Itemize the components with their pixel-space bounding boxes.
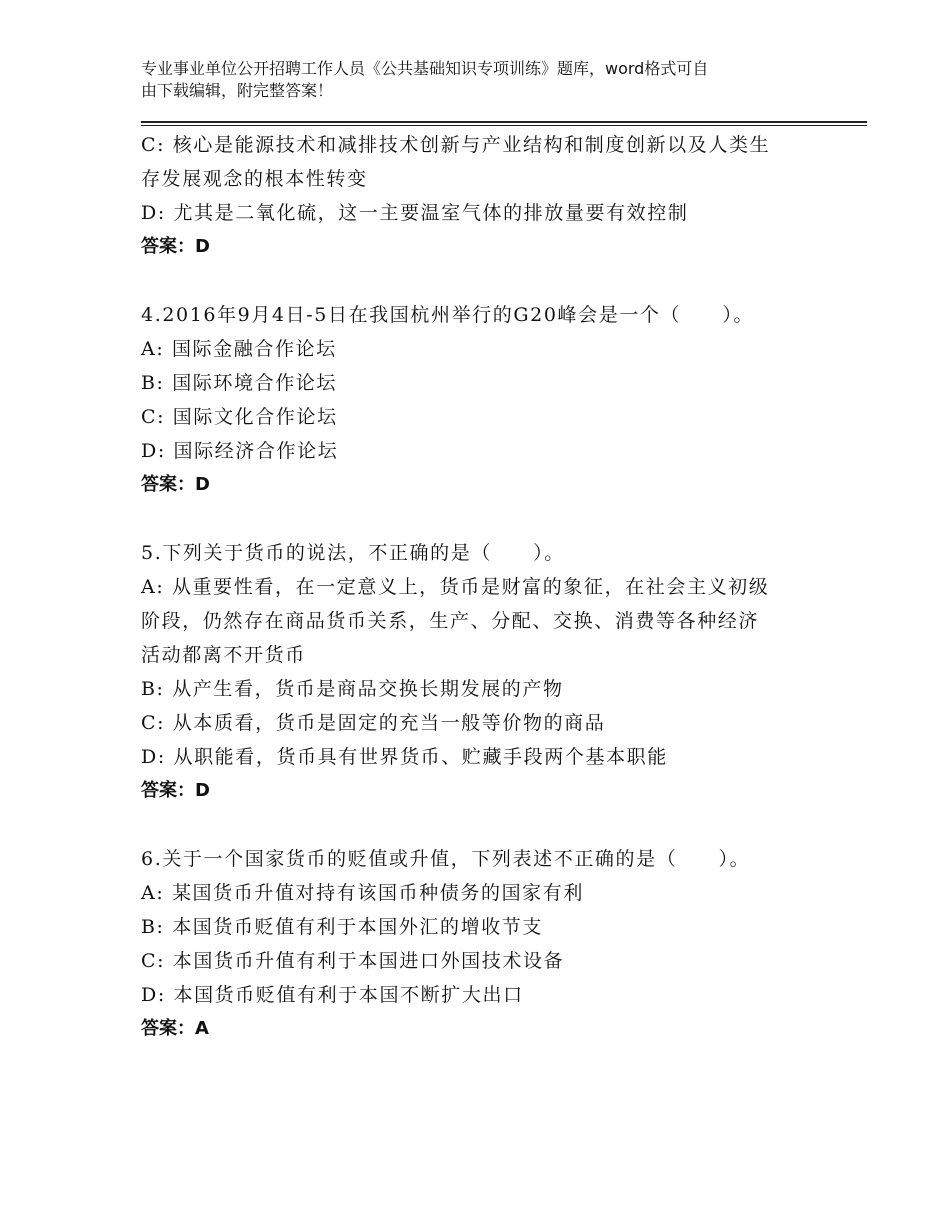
question-stem: 6.关于一个国家货币的贬值或升值，下列表述不正确的是（ ）。 [141,848,751,870]
page-header [141,58,821,102]
header-line-1: 专业事业单位公开招聘工作人员《公共基础知识专项训练》题库，word格式可自 [141,59,709,78]
question-4 [141,298,821,502]
answer: 答案：D [141,474,210,495]
option-b: B: 从产生看，货币是商品交换长期发展的产物 [141,678,564,700]
option-d: D: 尤其是二氧化硫，这一主要温室气体的排放量要有效控制 [141,202,689,224]
answer: 答案：A [141,1018,209,1039]
question-6 [141,842,821,1046]
spacer [141,808,821,842]
option-d: D: 本国货币贬值有利于本国不断扩大出口 [141,984,524,1006]
option-d: D: 国际经济合作论坛 [141,440,339,462]
option-a-line-3: 活动都离不开货币 [141,644,306,666]
spacer [141,502,821,536]
option-a-line-2: 阶段，仍然存在商品货币关系，生产、分配、交换、消费等各种经济 [141,610,760,632]
answer: 答案：D [141,780,210,801]
question-stem: 4.2016年9月4日-5日在我国杭州举行的G20峰会是一个（ ）。 [141,304,755,326]
header-rule-thick [141,121,867,123]
question-5 [141,536,821,808]
option-a: A: 国际金融合作论坛 [141,338,337,360]
question-list [141,128,821,1046]
answer: 答案：D [141,236,210,257]
option-b: B: 国际环境合作论坛 [141,372,338,394]
question-3-tail [141,128,821,264]
header-line-2: 由下载编辑，附完整答案！ [141,81,334,100]
option-c-line-2: 存发展观念的根本性转变 [141,168,368,190]
option-c-line-1: C: 核心是能源技术和减排技术创新与产业结构和制度创新以及人类生 [141,134,771,156]
question-stem: 5.下列关于货币的说法，不正确的是（ ）。 [141,542,565,564]
option-a: A: 某国货币升值对持有该国币种债务的国家有利 [141,882,584,904]
header-rule-thin [141,125,867,126]
option-d: D: 从职能看，货币具有世界货币、贮藏手段两个基本职能 [141,746,668,768]
option-c: C: 国际文化合作论坛 [141,406,338,428]
option-a-line-1: A: 从重要性看，在一定意义上，货币是财富的象征，在社会主义初级 [141,576,770,598]
option-c: C: 从本质看，货币是固定的充当一般等价物的商品 [141,712,606,734]
option-b: B: 本国货币贬值有利于本国外汇的增收节支 [141,916,544,938]
option-c: C: 本国货币升值有利于本国进口外国技术设备 [141,950,565,972]
spacer [141,264,821,298]
